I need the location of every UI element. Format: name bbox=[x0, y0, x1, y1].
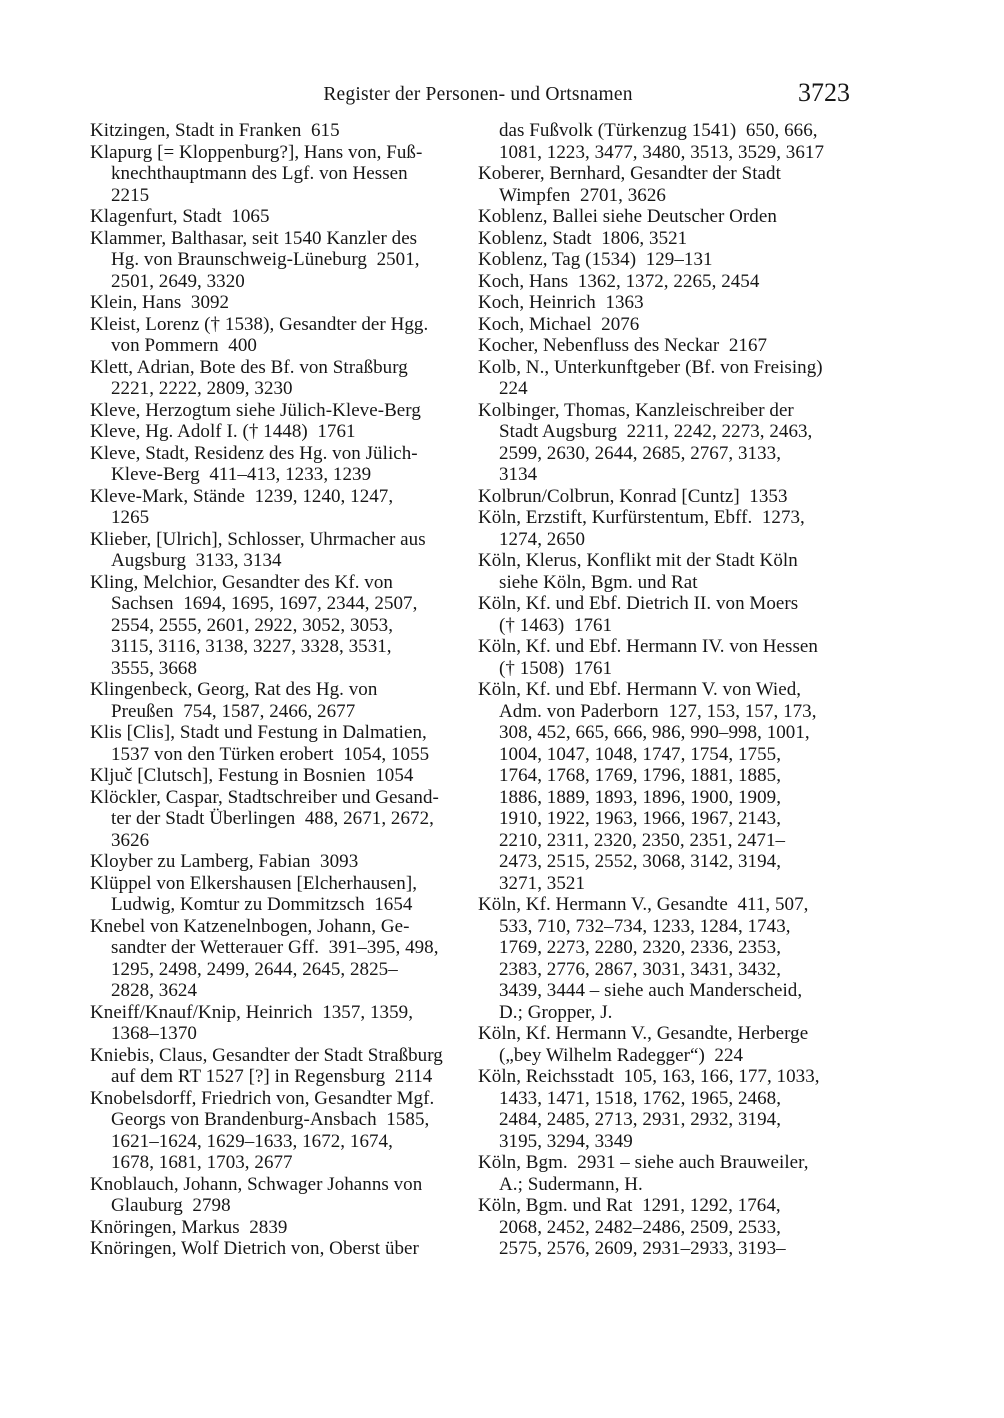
index-entry-line: Knoblauch, Johann, Schwager Johanns von bbox=[90, 1173, 423, 1195]
index-entry-line: 3115, 3116, 3138, 3227, 3328, 3531, bbox=[111, 636, 392, 657]
index-entry-line: Preußen 754, 1587, 2466, 2677 bbox=[111, 700, 356, 722]
index-entry-line: Köln, Erzstift, Kurfürstentum, Ebff. 1273, bbox=[478, 507, 805, 528]
index-entry-line: Köln, Klerus, Konflikt mit der Stadt Köln bbox=[478, 550, 798, 571]
index-entry-line: Knöringen, Wolf Dietrich von, Oberst über bbox=[90, 1238, 419, 1259]
index-entry-line: Kolbinger, Thomas, Kanzleischreiber der bbox=[478, 399, 794, 421]
index-entry-line: Klis [Clis], Stadt und Festung in Dalmatien, bbox=[90, 722, 427, 743]
index-entry-line: 1433, 1471, 1518, 1762, 1965, 2468, bbox=[499, 1087, 781, 1109]
index-entry-line: Köln, Bgm. und Rat 1291, 1292, 1764, bbox=[478, 1195, 781, 1216]
index-entry-line: 2599, 2630, 2644, 2685, 2767, 3133, bbox=[499, 442, 781, 464]
index-entry-line: 1081, 1223, 3477, 3480, 3513, 3529, 3617 bbox=[499, 141, 824, 163]
index-entry-line: siehe Köln, Bgm. und Rat bbox=[499, 571, 698, 593]
index-entry-line: Klüppel von Elkershausen [Elcherhausen], bbox=[90, 872, 418, 894]
index-entry-line: Klein, Hans 3092 bbox=[90, 292, 230, 313]
page-number: 3723 bbox=[798, 78, 850, 107]
index-entry-line: sandter der Wetterauer Gff. 391–395, 498, bbox=[111, 937, 439, 958]
index-entry-line: („bey Wilhelm Radegger“) 224 bbox=[499, 1044, 744, 1066]
index-entry-line: Klagenfurt, Stadt 1065 bbox=[90, 206, 270, 227]
index-entry-line: 1274, 2650 bbox=[499, 528, 585, 550]
index-entry-line: Kling, Melchior, Gesandter des Kf. von bbox=[90, 571, 393, 593]
index-entry-line: 1265 bbox=[111, 507, 150, 528]
index-entry-line: Kitzingen, Stadt in Franken 615 bbox=[90, 120, 340, 141]
index-entry-line: 1295, 2498, 2499, 2644, 2645, 2825– bbox=[111, 958, 398, 980]
index-entry-line: Knöringen, Markus 2839 bbox=[90, 1216, 288, 1238]
index-entry-line: Klöckler, Caspar, Stadtschreiber und Gesand- bbox=[90, 786, 439, 808]
index-entry-line: Augsburg 3133, 3134 bbox=[111, 550, 282, 571]
index-entry-line: Köln, Kf. und Ebf. Dietrich II. von Moers bbox=[478, 593, 799, 614]
index-entry-line: 1886, 1889, 1893, 1896, 1900, 1909, bbox=[499, 786, 781, 808]
index-entry-line: 1910, 1922, 1963, 1966, 1967, 2143, bbox=[499, 808, 781, 829]
index-column-left bbox=[90, 120, 482, 1260]
index-entry-line: Adm. von Paderborn 127, 153, 157, 173, bbox=[499, 700, 817, 722]
index-entry-line: 3271, 3521 bbox=[499, 872, 585, 894]
index-entry-line: Köln, Kf. Hermann V., Gesandte 411, 507, bbox=[478, 894, 809, 915]
index-entry-line: das Fußvolk (Türkenzug 1541) 650, 666, bbox=[499, 120, 818, 141]
index-entry-line: Köln, Reichsstadt 105, 163, 166, 177, 1033, bbox=[478, 1066, 820, 1087]
index-entry-line: Knobelsdorff, Friedrich von, Gesandter Mgf. bbox=[90, 1087, 435, 1109]
index-entry-line: Kleve, Herzogtum siehe Jülich-Kleve-Berg bbox=[90, 399, 421, 421]
index-entry-line: 2484, 2485, 2713, 2931, 2932, 3194, bbox=[499, 1109, 781, 1130]
page-header bbox=[90, 0, 866, 110]
index-entry-line: D.; Gropper, J. bbox=[499, 1001, 613, 1023]
index-entry-line: 3626 bbox=[111, 829, 150, 851]
index-entry-line: 3134 bbox=[499, 464, 538, 485]
index-entry-line: Wimpfen 2701, 3626 bbox=[499, 184, 666, 206]
index-entry-line: Koblenz, Tag (1534) 129–131 bbox=[478, 249, 713, 270]
running-title: Register der Personen- und Ortsnamen bbox=[323, 84, 633, 105]
index-entry-line: 2473, 2515, 2552, 3068, 3142, 3194, bbox=[499, 851, 781, 872]
index-entry-line: Knebel von Katzenelnbogen, Johann, Ge- bbox=[90, 915, 410, 937]
index-entry-line: knechthauptmann des Lgf. von Hessen bbox=[111, 163, 408, 184]
index-entry-line: Glauburg 2798 bbox=[111, 1195, 231, 1216]
index-entry-line: 1368–1370 bbox=[111, 1023, 197, 1044]
index-entry-line: ter der Stadt Überlingen 488, 2671, 2672, bbox=[111, 808, 434, 829]
index-entry-line: Ludwig, Komtur zu Dommitzsch 1654 bbox=[111, 894, 413, 915]
index-entry-line: († 1463) 1761 bbox=[499, 614, 613, 636]
index-entry-line: Kleve, Stadt, Residenz des Hg. von Jülich- bbox=[90, 442, 418, 464]
index-entry-line: Koch, Michael 2076 bbox=[478, 313, 640, 335]
index-entry-line: Klett, Adrian, Bote des Bf. von Straßburg bbox=[90, 356, 408, 378]
index-entry-line: Kleve-Berg 411–413, 1233, 1239 bbox=[111, 464, 372, 485]
index-entry-line: Köln, Kf. Hermann V., Gesandte, Herberge bbox=[478, 1023, 809, 1044]
index-entry-line: 2210, 2311, 2320, 2350, 2351, 2471– bbox=[499, 829, 786, 851]
index-entry-line: Kleve-Mark, Stände 1239, 1240, 1247, bbox=[90, 485, 394, 507]
index-entry-line: Koblenz, Stadt 1806, 3521 bbox=[478, 227, 688, 249]
index-entry-line: Stadt Augsburg 2211, 2242, 2273, 2463, bbox=[499, 421, 813, 442]
index-entry-line: auf dem RT 1527 [?] in Regensburg 2114 bbox=[111, 1066, 433, 1087]
index-entry-line: Koch, Hans 1362, 1372, 2265, 2454 bbox=[478, 270, 760, 292]
index-entry-line: Köln, Kf. und Ebf. Hermann IV. von Hessen bbox=[478, 636, 818, 657]
index-entry-line: Kolbrun/Colbrun, Konrad [Cuntz] 1353 bbox=[478, 485, 788, 507]
index-entry-line: Kleist, Lorenz († 1538), Gesandter der Hgg. bbox=[90, 313, 429, 335]
index-entry-line: 3555, 3668 bbox=[111, 657, 197, 679]
index-entry-line: Kolb, N., Unterkunftgeber (Bf. von Freising) bbox=[478, 356, 823, 378]
index-entry-line: 2068, 2452, 2482–2486, 2509, 2533, bbox=[499, 1216, 781, 1238]
index-entry-line: († 1508) 1761 bbox=[499, 657, 613, 679]
index-entry-line: 2221, 2222, 2809, 3230 bbox=[111, 378, 293, 399]
index-entry-line: 2501, 2649, 3320 bbox=[111, 270, 245, 292]
index-entry-line: 2554, 2555, 2601, 2922, 3052, 3053, bbox=[111, 614, 393, 636]
index-entry-line: 2215 bbox=[111, 184, 150, 206]
index-entry-line: 1678, 1681, 1703, 2677 bbox=[111, 1152, 293, 1173]
index-entry-line: 1621–1624, 1629–1633, 1672, 1674, bbox=[111, 1130, 393, 1152]
index-entry-line: Köln, Bgm. 2931 – siehe auch Brauweiler, bbox=[478, 1152, 809, 1173]
index-entry-line: A.; Sudermann, H. bbox=[499, 1173, 643, 1195]
index-entry-line: Hg. von Braunschweig-Lüneburg 2501, bbox=[111, 249, 420, 270]
index-entry-line: 533, 710, 732–734, 1233, 1284, 1743, bbox=[499, 915, 791, 937]
index-column-right bbox=[478, 120, 870, 1260]
index-entry-line: Georgs von Brandenburg-Ansbach 1585, bbox=[111, 1109, 430, 1130]
index-entry-line: Kloyber zu Lamberg, Fabian 3093 bbox=[90, 851, 359, 872]
index-entry-line: 2828, 3624 bbox=[111, 980, 197, 1001]
index-entry-line: Koberer, Bernhard, Gesandter der Stadt bbox=[478, 163, 781, 184]
index-entry-line: Koch, Heinrich 1363 bbox=[478, 292, 644, 313]
index-entry-line: 308, 452, 665, 666, 986, 990–998, 1001, bbox=[499, 722, 810, 743]
index-entry-line: von Pommern 400 bbox=[111, 335, 257, 356]
index-entry-line: Klammer, Balthasar, seit 1540 Kanzler des bbox=[90, 227, 418, 249]
index-entry-line: Klieber, [Ulrich], Schlosser, Uhrmacher aus bbox=[90, 528, 426, 550]
index-entry-line: Klingenbeck, Georg, Rat des Hg. von bbox=[90, 679, 378, 700]
index-entry-line: 2383, 2776, 2867, 3031, 3431, 3432, bbox=[499, 958, 781, 980]
index-entry-line: Kocher, Nebenfluss des Neckar 2167 bbox=[478, 335, 768, 356]
index-entry-line: Sachsen 1694, 1695, 1697, 2344, 2507, bbox=[111, 593, 418, 614]
index-entry-line: 3439, 3444 – siehe auch Manderscheid, bbox=[499, 980, 803, 1001]
index-entry-line: Kniebis, Claus, Gesandter der Stadt Straßburg bbox=[90, 1044, 443, 1066]
index-entry-line: 2575, 2576, 2609, 2931–2933, 3193– bbox=[499, 1238, 786, 1259]
index-entry-line: Klapurg [= Kloppenburg?], Hans von, Fuß- bbox=[90, 141, 423, 163]
index-entry-line: 3195, 3294, 3349 bbox=[499, 1130, 633, 1152]
index-entry-line: Kleve, Hg. Adolf I. († 1448) 1761 bbox=[90, 421, 356, 442]
index-entry-line: 1764, 1768, 1769, 1796, 1881, 1885, bbox=[499, 765, 781, 786]
index-entry-line: Koblenz, Ballei siehe Deutscher Orden bbox=[478, 206, 777, 227]
index-entry-line: 1769, 2273, 2280, 2320, 2336, 2353, bbox=[499, 937, 781, 958]
index-entry-line: Kneiff/Knauf/Knip, Heinrich 1357, 1359, bbox=[90, 1001, 414, 1023]
index-entry-line: Köln, Kf. und Ebf. Hermann V. von Wied, bbox=[478, 679, 802, 700]
index-entry-line: Ključ [Clutsch], Festung in Bosnien 1054 bbox=[90, 765, 414, 786]
index-entry-line: 1537 von den Türken erobert 1054, 1055 bbox=[111, 743, 430, 765]
index-entry-line: 1004, 1047, 1048, 1747, 1754, 1755, bbox=[499, 743, 781, 765]
index-entry-line: 224 bbox=[499, 378, 528, 399]
